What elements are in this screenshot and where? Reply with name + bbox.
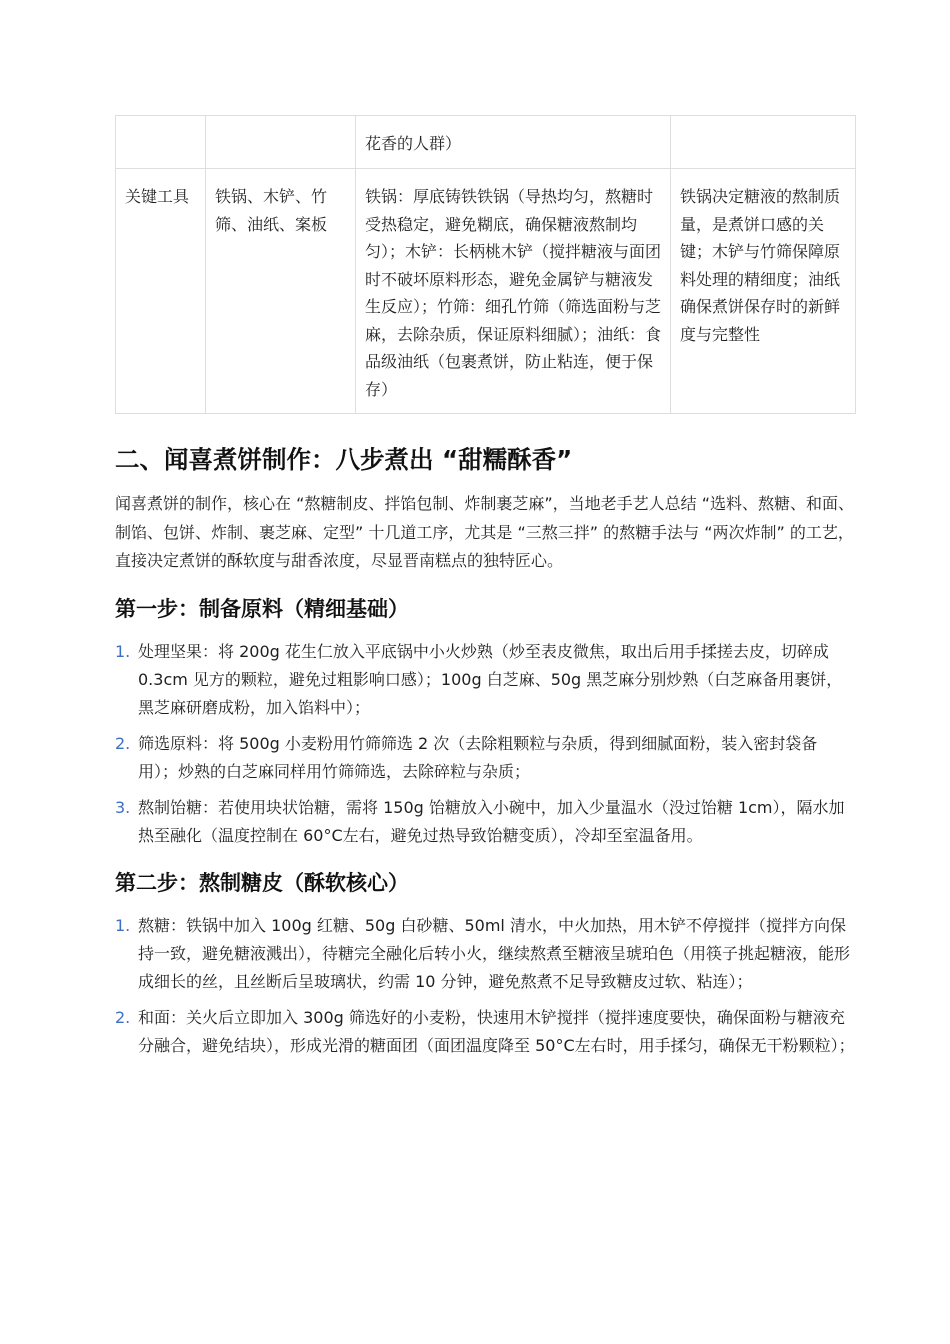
table-cell-category: 关键工具 — [116, 169, 206, 414]
list-item — [115, 638, 855, 722]
document-content — [115, 115, 855, 1068]
list-number: 2. — [115, 1007, 131, 1027]
table-cell-description: 铁锅：厚底铸铁铁锅（导热均匀，熬糖时受热稳定，避免糊底，确保糖液熬制均匀）；木铲：长柄桃木铲（搅拌糖液与面团时不破坏原料形态，避免金属铲与糖液发生反应）；竹筛：细孔竹筛（筛选面粉与芝麻，去除杂质，保证原料细腻）；油纸：食品级油纸（包裹煮饼，防止粘连，便于保存） — [356, 169, 671, 414]
section-intro: 闻喜煮饼的制作，核心在 “熬糖制皮、拌馅包制、炸制裹芝麻”，当地老手艺人总结 “选料、熬糖、和面、制馅、包饼、炸制、裹芝麻、定型” 十几道工序，尤其是 “三熬三拌” 的熬糖手法与 “两次炸制” 的工艺，直接决定煮饼的酥软度与甜香浓度，尽显晋南糕点的独特匠心。 — [115, 494, 855, 570]
table-row — [116, 116, 856, 169]
list-item — [115, 794, 855, 850]
section-heading: 二、闻喜煮饼制作：八步煮出 “甜糯酥香” — [115, 445, 573, 474]
list-item — [115, 1004, 855, 1060]
table-cell — [671, 116, 856, 169]
list-item — [115, 912, 855, 996]
table-cell: 花香的人群） — [356, 116, 671, 169]
table-cell — [206, 116, 356, 169]
list-item-text: 和面：关火后立即加入 300g 筛选好的小麦粉，快速用木铲搅拌（搅拌速度要快，确保面粉与糖液充分融合，避免结块），形成光滑的糖面团（面团温度降至 50°C左右时，用手揉匀，确保无干粉颗粒）； — [138, 1007, 855, 1055]
step2-list — [115, 912, 855, 1060]
tools-table — [115, 115, 856, 414]
table-cell — [116, 116, 206, 169]
step1-list — [115, 638, 855, 850]
list-item-text: 筛选原料：将 500g 小麦粉用竹筛筛选 2 次（去除粗颗粒与杂质，得到细腻面粉，装入密封袋备用）；炒熟的白芝麻同样用竹筛筛选，去除碎粒与杂质； — [138, 733, 818, 781]
list-number: 2. — [115, 733, 131, 753]
list-number: 1. — [115, 915, 131, 935]
table-cell-tools: 铁锅、木铲、竹筛、油纸、案板 — [206, 169, 356, 414]
table-row — [116, 169, 856, 414]
step1-heading: 第一步：制备原料（精细基础） — [115, 596, 409, 621]
list-item — [115, 730, 855, 786]
table-cell-importance: 铁锅决定糖液的熬制质量，是煮饼口感的关键；木铲与竹筛保障原料处理的精细度；油纸确保煮饼保存时的新鲜度与完整性 — [671, 169, 856, 414]
step2-heading: 第二步：熬制糖皮（酥软核心） — [115, 870, 409, 895]
list-number: 3. — [115, 797, 131, 817]
list-item-text: 熬糖：铁锅中加入 100g 红糖、50g 白砂糖、50ml 清水，中火加热，用木铲不停搅拌（搅拌方向保持一致，避免糖液溅出），待糖完全融化后转小火，继续熬煮至糖液呈琥珀色（用筷子挑起糖液，能形成细长的丝，且丝断后呈玻璃状，约需 10 分钟，避免熬煮不足导致糖皮过软、粘连）； — [138, 915, 851, 991]
list-number: 1. — [115, 641, 131, 661]
list-item-text: 处理坚果：将 200g 花生仁放入平底锅中小火炒熟（炒至表皮微焦，取出后用手揉搓去皮，切碎成 0.3cm 见方的颗粒，避免过粗影响口感）；100g 白芝麻、50g 黑芝麻分别炒熟（白芝麻备用裹饼，黑芝麻研磨成粉，加入馅料中）； — [138, 641, 843, 717]
list-item-text: 熬制饴糖：若使用块状饴糖，需将 150g 饴糖放入小碗中，加入少量温水（没过饴糖 1cm），隔水加热至融化（温度控制在 60°C左右，避免过热导致饴糖变质），冷却至室温备用。 — [138, 797, 845, 845]
